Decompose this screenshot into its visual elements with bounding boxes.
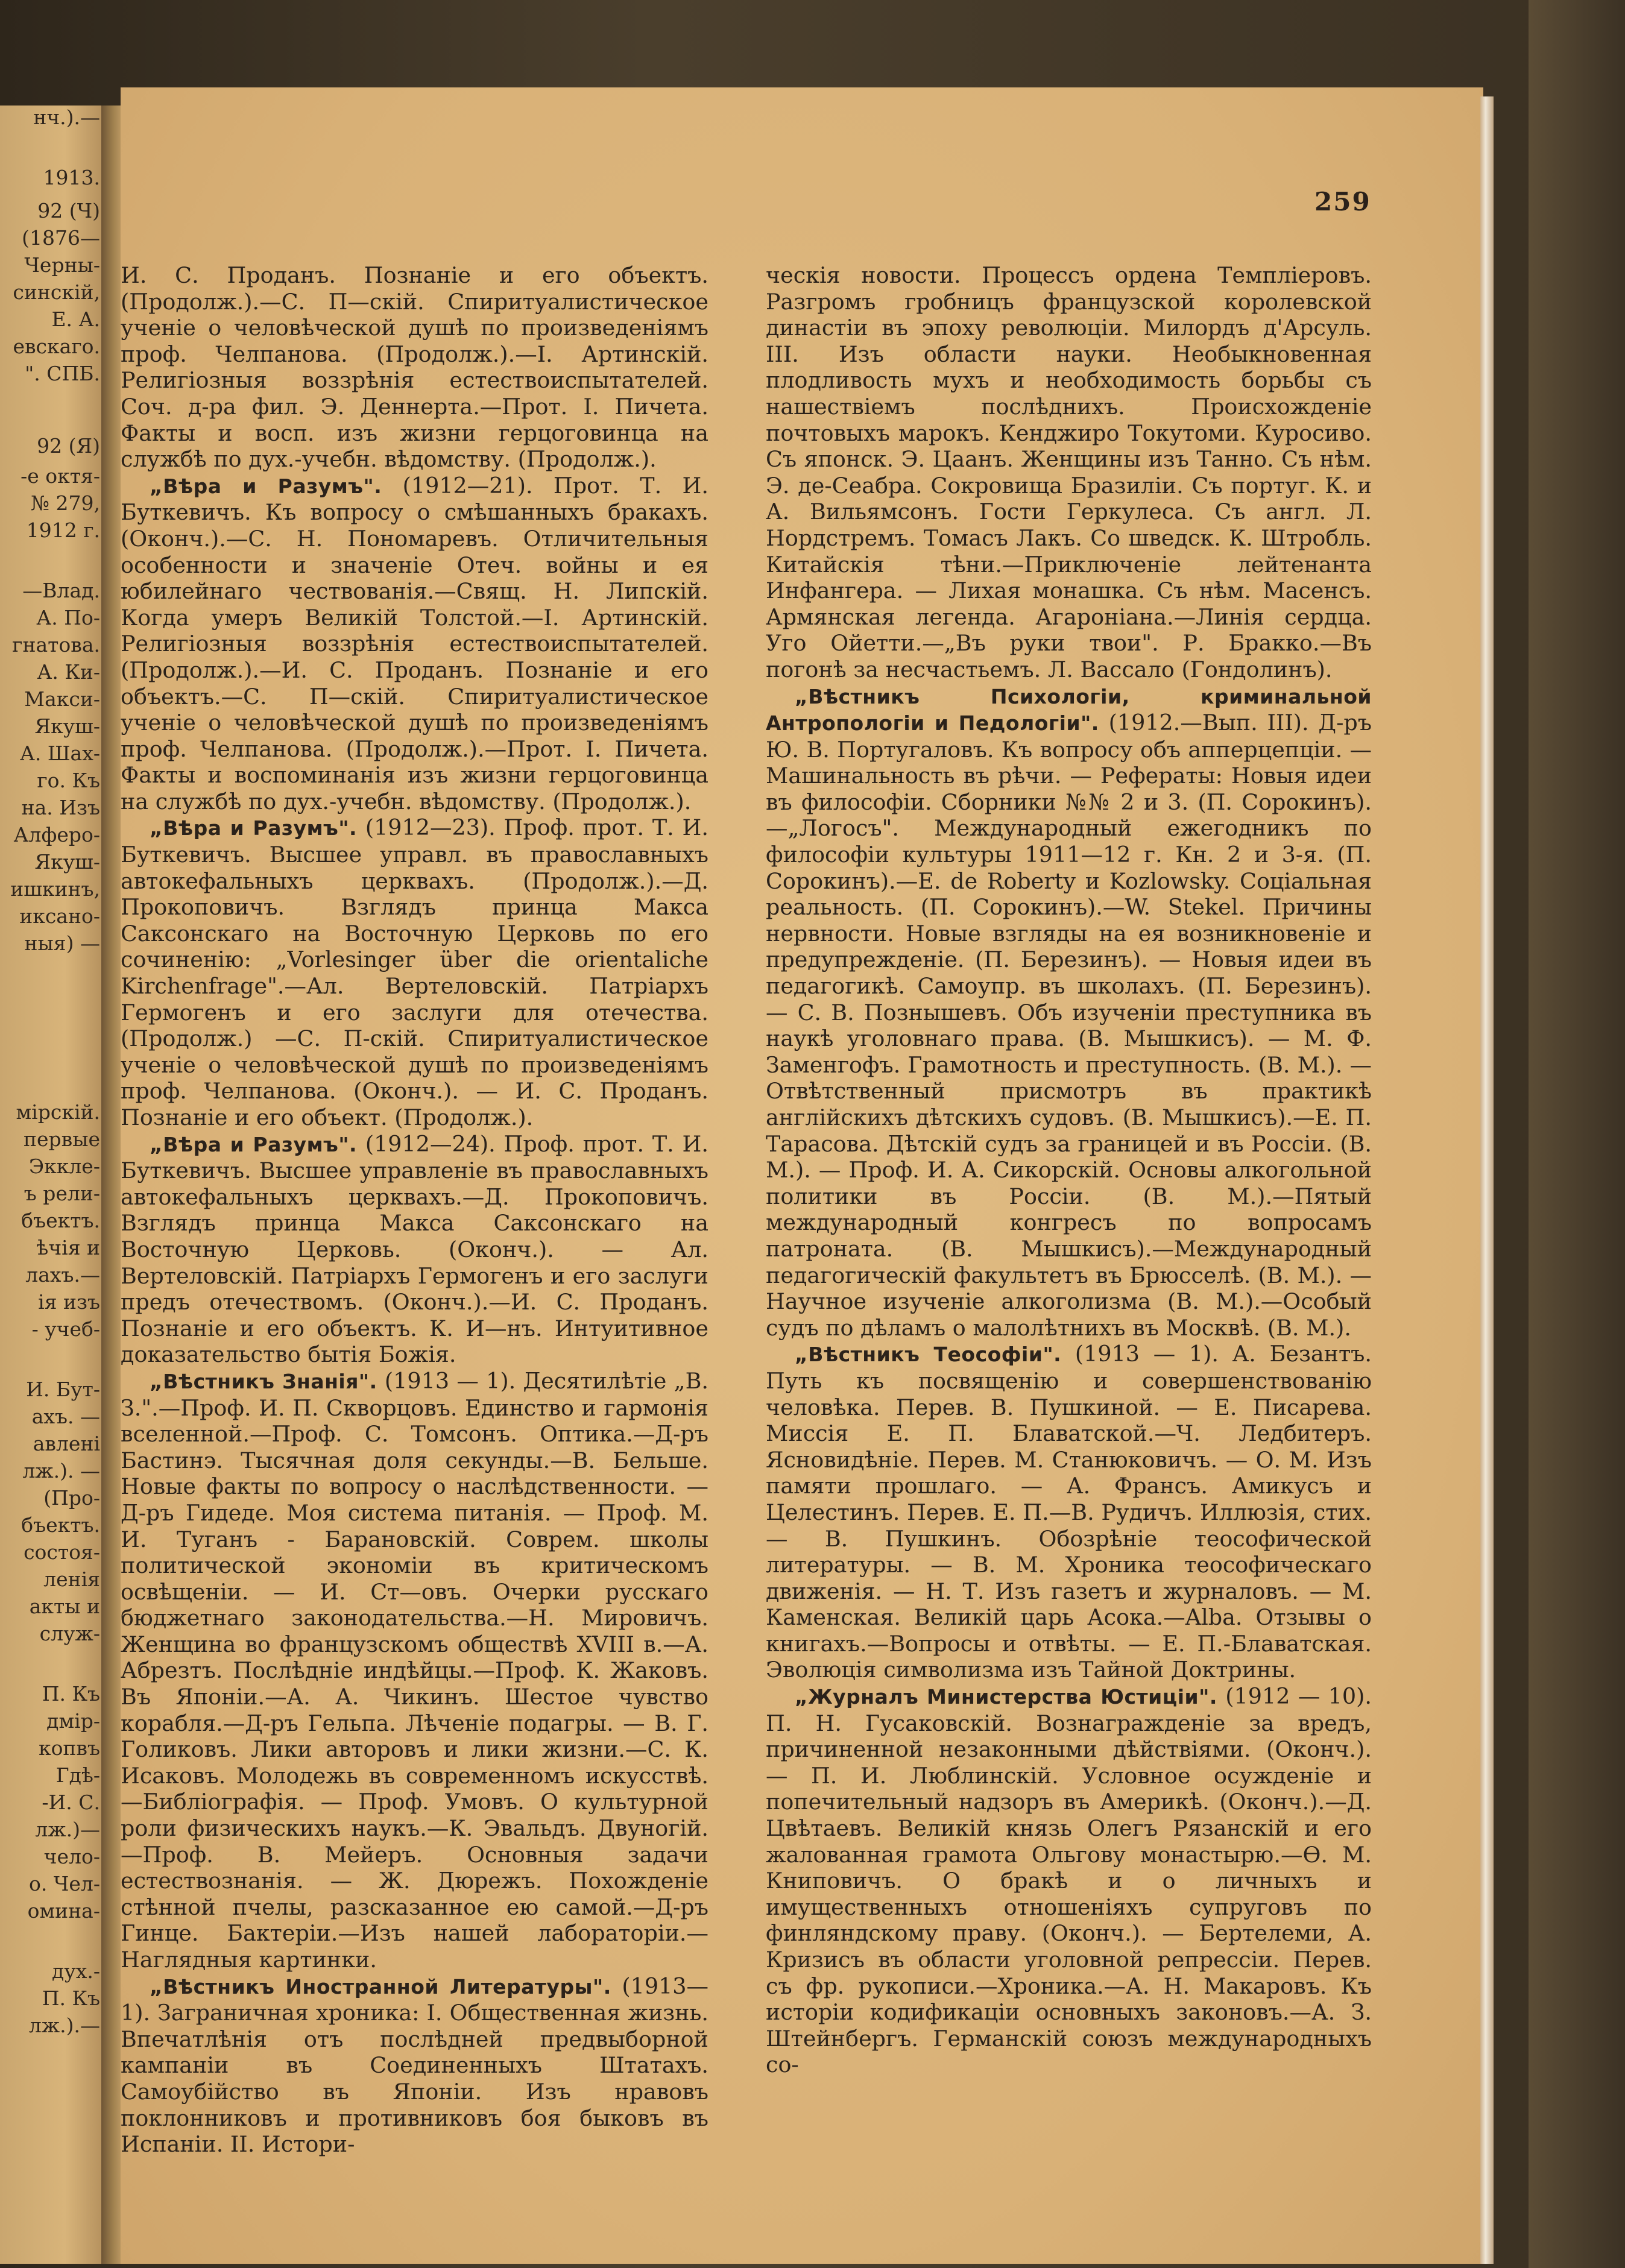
left-page-text-fragment: гнатова. [12,633,100,657]
left-page-text-fragment: лахъ.— [25,1263,100,1287]
left-page-text-fragment: ъ рели- [24,1182,100,1205]
journal-title: „Вѣра и Разумъ". [150,474,382,498]
entry-text: (1912.—Вып. ІІІ). Д-ръ Ю. В. Португаловъ. Къ вопросу объ апперцепціи. — Машинальность въ рѣчи. — Рефераты: Новыя идеи въ философіи. Сборники №№ 2 и 3. (П. Сорокинъ).—„Логосъ". Международный ежегодникъ по философіи культуры 1911—12 г. Кн. 2 и 3-я. (П. Сорокинъ).—Е. de Roberty и Kozlowsky. Соціальная реальность. (П. Сорокинъ).—W. Stekel. Причины нервности. Новые взгляды на ея возникновеніе и предупрежденіе. (П. Березинъ). — Новыя идеи въ педагогикѣ. Самоупр. въ школахъ. (П. Березинъ). — С. В. Познышевъ. Объ изученіи преступника въ наукѣ уголовнаго права. (В. Мышкисъ). — М. Ф. Заменгофъ. Грамотность и преступность. (В. М.). — Отвѣтственный присмотръ въ практикѣ англійскихъ дѣтскихъ судовъ. (В. Мышкисъ).—Е. П. Тарасова. Дѣтскій судъ за границей и въ Россіи. (В. М.). — Проф. И. А. Сикорскій. Основы алкогольной политики въ Россіи. (В. М.).—Пятый международный конгресъ по вопросамъ патроната. (В. Мышкисъ).—Международный педагогическій факультетъ въ Брюсселѣ. (В. М.). — Научное изученіе алкоголизма (В. М.).—Особый судъ по дѣламъ о малолѣтнихъ въ Москвѣ. (В. М.). [766,710,1372,1341]
entry-continuation [766,262,1372,683]
left-page-text-fragment: нч.).— [33,106,100,129]
left-page-text-fragment: мірскій. [16,1100,100,1124]
left-page-text-fragment: № 279, [30,491,100,515]
left-page-text-fragment: 92 (Ч) [37,199,100,222]
left-page-text-fragment: - учеб- [31,1317,100,1341]
entry-text: (1912—21). Прот. Т. И. Буткевичъ. Къ вопросу о смѣшанныхъ бракахъ. (Оконч.).—С. Н. Пономаревъ. Отличительныя особенности и значеніе Отеч. войны и ея юбилейнаго чествованія.—Свящ. Н. Липскій. Когда умеръ Великій Толстой.—І. Артинскій. Религіозныя воззрѣнія естествоиспытателей. (Продолж.).—И. С. Проданъ. Познаніе и его объектъ.—С. П—скій. Спиритуалистическое ученіе о человѣческой душѣ по произведеніямъ проф. Челпанова. (Продолж.).—Прот. І. Пичета. Факты и воспоминанія изъ жизни герцоговинца на службѣ по дух.-учебн. вѣдомству. (Продолж.). [121,472,708,814]
left-page-text-fragment: ныя) — [24,931,100,955]
entry-continuation [121,262,708,473]
cover-edge [1529,0,1625,2268]
left-page-text-fragment: 1912 г. [26,518,100,542]
entry-text: (1913 — 1). А. Безантъ. Путь къ посвященію и совершенствованію человѣка. Перев. В. Пушкиной. — Е. Писарева. Миссія Е. П. Блаватской.—Ч. Ледбитеръ. Ясновидѣніе. Перев. М. Станюковичъ. — О. М. Изъ памяти прошлаго. — А. Франсъ. Амикусъ и Целестинъ. Перев. Е. П.—В. Рудичъ. Иллюзія, стих. — В. Пушкинъ. Обозрѣніе теософической литературы. — В. М. Хроника теософическаго движенія. — Н. Т. Изъ газетъ и журналовъ. — М. Каменская. Великій царь Асока.—Alba. Отзывы о книгахъ.—Вопросы и отвѣты. — Е. П.-Блаватская. Эволюція символизма изъ Тайной Доктрины. [766,1341,1372,1683]
entry-text: (1913 — 1). Десятилѣтіе „В. З.".—Проф. И. П. Скворцовъ. Единство и гармонія вселенной.—Проф. С. Томсонъ. Оптика.—Д-ръ Бастинэ. Тысячная доля секунды.—В. Бельше. Новые факты по вопросу о наслѣдственности. — Д-ръ Гидеде. Моя система питанія. — Проф. М. И. Туганъ - Барановскій. Соврем. школы политической экономіи въ критическомъ освѣщеніи. — И. Ст—овъ. Очерки русскаго бюджетнаго законодательства.—Н. Мировичъ. Женщина во французскомъ обществѣ XVIII в.—А. Абрезтъ. Послѣдніе индѣйцы.—Проф. К. Жаковъ. Въ Японіи.—А. А. Чикинъ. Шестое чувство корабля.—Д-ръ Гельпа. Лѣченіе подагры. — В. Г. Голиковъ. Лики авторовъ и лики жизни.—С. К. Исаковъ. Молодежь въ современномъ искусствѣ.—Библіографія. — Проф. Умовъ. О культурной роли физическихъ наукъ.—К. Эвальдъ. Двуногій.—Проф. В. Мейеръ. Основныя задачи естествознанія. — Ж. Дюрежъ. Похожденіе стѣнной пчелы, разсказанное ею самой.—Д-ръ Гинце. Бактеріи.—Изъ нашей лабораторіи.—Наглядныя картинки. [121,1367,708,1973]
left-page-text-fragment: Черны- [24,253,100,277]
left-page-text-fragment: ѣчія и [36,1236,100,1259]
journal-entry [121,1368,708,1973]
left-page-fragment [0,106,109,2264]
journal-title: „Вѣстникъ Знанія". [150,1369,377,1393]
entry-text: И. С. Проданъ. Познаніе и его объектъ. (Продолж.).—С. П—скій. Спиритуалистическое ученіе о человѣческой душѣ по произведеніямъ проф. Челпанова. (Продолж.).—І. Артинскій. Религіозныя воззрѣнія естествоиспытателей. Соч. д-ра фил. Э. Деннерта.—Прот. І. Пичета. Факты и восп. изъ жизни герцоговинца на службѣ по дух.-учебн. вѣдомству. (Продолж.). [121,262,708,473]
left-page-text-fragment: чело- [43,1845,100,1868]
left-page-text-fragment: лж.).— [28,2014,100,2037]
left-page-text-fragment: И. Бут- [26,1378,100,1401]
left-page-text-fragment: дух.- [52,1959,100,1983]
left-page-text-fragment: Эккле- [28,1154,100,1178]
left-page-text-fragment: дмір- [46,1709,100,1733]
journal-title: „Журналъ Министерства Юстиціи". [795,1685,1217,1709]
journal-entry [121,473,708,815]
journal-entry [121,1973,708,2158]
left-page-text-fragment: на. Изъ [21,796,100,819]
left-page-text-fragment: —Влад. [22,579,100,602]
left-page-text-fragment: ія изъ [38,1290,100,1314]
left-page-text-fragment: (Про- [43,1486,100,1510]
left-page-text-fragment: А. По- [36,606,100,629]
left-page-text-fragment: 92 (Я) [37,434,100,458]
journal-title: „Вѣра и Разумъ". [150,1132,358,1156]
left-page-text-fragment: Е. А. [51,307,100,331]
left-page-text-fragment: (1876— [22,226,100,250]
entry-text: (1912—24). Проф. прот. Т. И. Буткевичъ. Высшее управленіе въ православныхъ автокефальныхъ церквахъ.—Д. Прокоповичъ. Взглядъ принца Макса Саксонскаго на Восточную Церковь. (Оконч.). — Ал. Вертеловскій. Патріархъ Гермогенъ и его заслуги предъ отечествомъ. (Оконч.).—И. С. Проданъ. Познаніе и его объектъ. К. И—нъ. Интуитивное доказательство бытія Божія. [121,1130,708,1368]
left-page-text-fragment: Гдѣ- [55,1763,100,1787]
left-page-text-fragment: бъектъ. [21,1513,100,1537]
left-page-text-fragment: П. Къ [42,1986,100,2010]
left-page-text-fragment: го. Къ [37,769,100,792]
journal-entry [121,1131,708,1368]
left-column [121,262,708,2158]
left-page-text-fragment: А. Ки- [37,660,100,684]
journal-entry [121,814,708,1130]
page-edge [1480,96,1494,2264]
left-page-text-fragment: лж.)— [35,1818,100,1841]
left-page-text-fragment: ленія [43,1567,100,1591]
journal-title: „Вѣстникъ Иностранной Литературы". [150,1974,611,1999]
entry-text: (1912—23). Проф. прот. Т. И. Буткевичъ. Высшее управл. въ православныхъ автокефальныхъ церквахъ. (Продолж.).—Д. Прокоповичъ. Взглядъ принца Макса Саксонскаго на Восточную Церковь по его сочиненію: „Vorlesinger über die orientaliche Kirchenfrage".—Ал. Вертеловскій. Патріархъ Гермогенъ и его заслуги для отечества. (Продолж.) —С. П-скій. Спиритуалистическое ученіе о человѣческой душѣ по произведеніямъ проф. Челпанова. (Оконч.). — И. С. Проданъ. Познаніе и его объект. (Продолж.). [121,814,708,1130]
left-page-text-fragment: Якуш- [34,714,100,738]
left-page-text-fragment: П. Къ [42,1682,100,1706]
journal-title: „Вѣстникъ Теософіи". [795,1343,1062,1367]
left-page-text-fragment: Макси- [24,687,100,711]
left-page-text-fragment: Якуш- [34,850,100,874]
left-page-text-fragment: бъектъ. [21,1209,100,1232]
left-page-text-fragment: первые [23,1127,100,1151]
left-page-text-fragment: -И. С. [42,1791,100,1814]
left-page-text-fragment: А. Шах- [19,742,100,765]
page-number: 259 [1314,187,1371,216]
left-page-text-fragment: о. Чел- [29,1872,100,1895]
left-page-text-fragment: ахъ. — [31,1405,100,1428]
left-page-text-fragment: иксано- [19,904,100,928]
left-page-text-fragment: Алферо- [13,823,100,846]
entry-text: (1912 — 10). П. Н. Гусаковскій. Вознагражденіе за вредъ, причиненной незаконными дѣйствіями. (Оконч.). — П. И. Люблинскій. Условное осужденіе и попечительный надзоръ въ Америкѣ. (Оконч.).—Д. Цвѣтаевъ. Великій князь Олегъ Рязанскій и его жалованная грамота Ольгову монастырю.—Ѳ. М. Книповичъ. О бракѣ и о личныхъ и имущественныхъ отношеніяхъ супруговъ по финляндскому праву. (Оконч.). — Бертелеми, А. Кризисъ въ области уголовной репрессіи. Перев. съ фр. рукописи.—Хроника.—А. Н. Макаровъ. Къ исторіи кодификаціи основныхъ законовъ.—А. З. Штейнбергъ. Германскій союзъ международныхъ со- [766,1683,1372,2078]
entry-text: (1913—1). Заграничная хроника: І. Общественная жизнь. Впечатлѣнія отъ послѣдней предвыборной кампаніи въ Соединенныхъ Штатахъ. Самоубійство въ Японіи. Изъ нравовъ поклонниковъ и противниковъ боя быковъ въ Испаніи. ІІ. Истори- [121,1973,709,2158]
entry-text: ческія новости. Процессъ ордена Темпліеровъ. Разгромъ гробницъ французской королевской династіи въ эпоху революціи. Милордъ д'Арсуль. ІІІ. Изъ области науки. Необыкновенная плодливость мухъ и необходимость борьбы съ нашествіемъ послѣднихъ. Происхожденіе почтовыхъ марокъ. Кенджиро Токутоми. Куросиво. Съ японск. Э. Цаанъ. Женщины изъ Танно. Съ нѣм. Э. де-Сеабра. Сокровища Бразиліи. Съ португ. К. и А. Вильямсонъ. Гости Геркулеса. Съ англ. Л. Нордстремъ. Томасъ Лакъ. Со шведск. К. Штробль. Китайскія тѣни.—Приключеніе лейтенанта Инфангера. — Лихая монашка. Съ нѣм. Масенсъ. Армянская легенда. Агароніана.—Линія сердца. Уго Ойетти.—„Въ руки твои". Р. Бракко.—Въ погонѣ за несчастьемъ. Л. Вассало (Гондолинъ). [766,262,1372,682]
journal-title: „Вѣра и Разумъ". [150,816,358,840]
left-page-text-fragment: копвъ [38,1736,100,1760]
left-page-text-fragment: акты и [29,1595,100,1618]
right-column [766,262,1372,2078]
left-page-text-fragment: лж.). — [22,1459,100,1482]
left-page-text-fragment: состоя- [24,1540,100,1564]
left-page-text-fragment: 1913. [43,166,100,189]
left-page-text-fragment: синскій, [13,280,100,304]
journal-entry [766,1341,1372,1683]
left-page-text-fragment: ". СПБ. [25,362,100,385]
left-page-text-fragment: авлені [33,1432,100,1455]
journal-title: „Вѣстникъ Психологіи, криминальной Антропологіи и Педологіи". [766,684,1372,736]
journal-entry [766,1683,1372,2078]
left-page-text-fragment: евскаго. [13,335,100,358]
left-page-text-fragment: омина- [27,1899,100,1923]
left-page-text-fragment: служ- [39,1622,100,1645]
journal-entry [766,683,1372,1341]
left-page-text-fragment: -е октя- [21,464,100,488]
left-page-text-fragment: ишкинъ, [10,877,100,901]
